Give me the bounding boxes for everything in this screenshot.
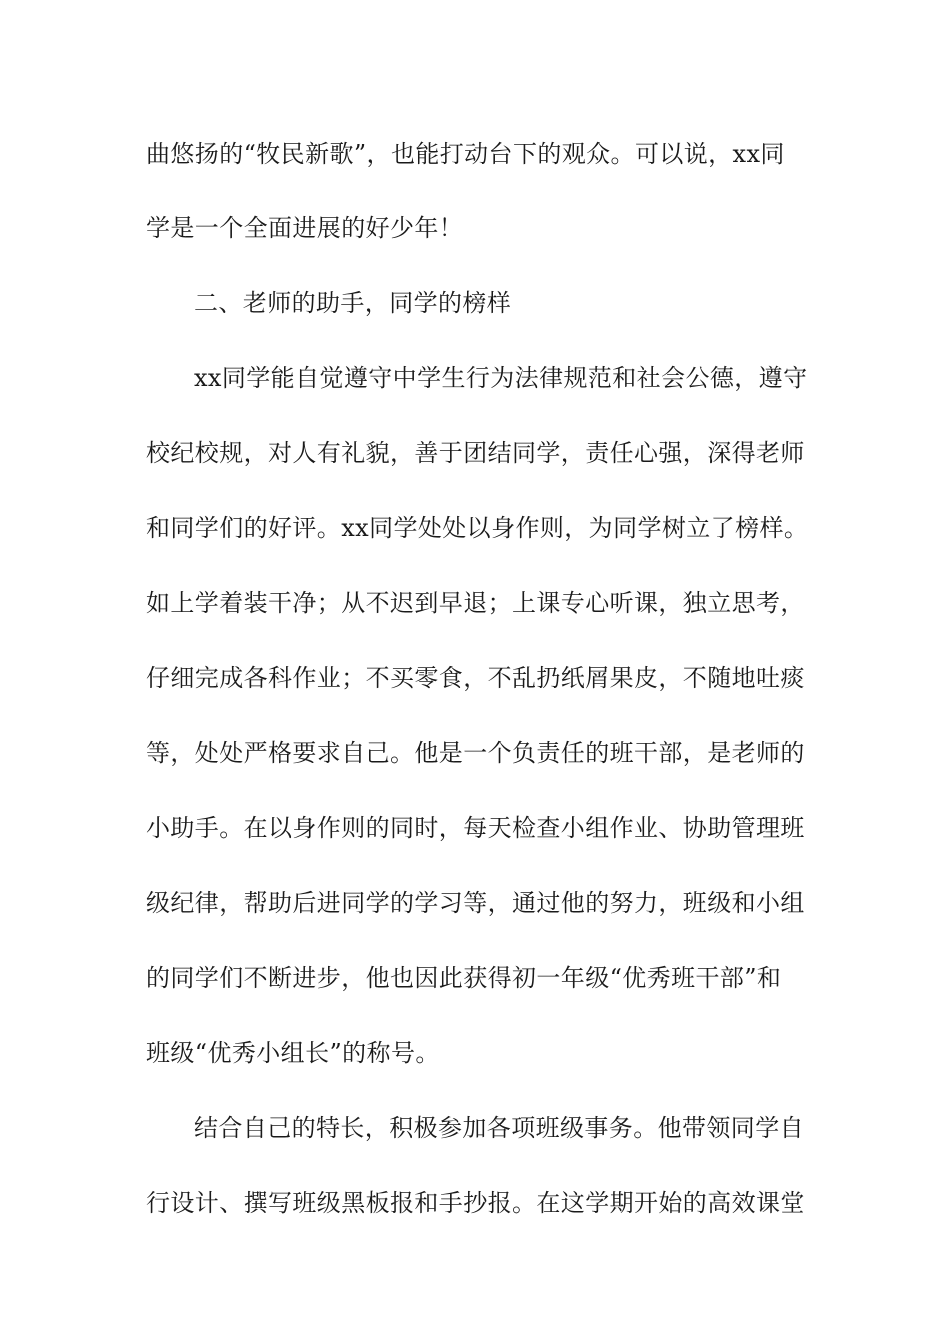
paragraph-line: xx同学能自觉遵守中学生行为法律规范和社会公德，遵守 xyxy=(194,364,808,392)
paragraph-line: 小助手。在以身作则的同时，每天检查小组作业、协助管理班 xyxy=(146,814,805,842)
paragraph-line: 行设计、撰写班级黑板报和手抄报。在这学期开始的高效课堂 xyxy=(146,1189,805,1217)
paragraph-line: 结合自己的特长，积极参加各项班级事务。他带领同学自 xyxy=(194,1114,804,1142)
paragraph-line: 等，处处严格要求自己。他是一个负责任的班干部，是老师的 xyxy=(146,739,805,767)
paragraph-line: 和同学们的好评。xx同学处处以身作则，为同学树立了榜样。 xyxy=(146,514,809,542)
paragraph-line: 如上学着装干净；从不迟到早退；上课专心听课，独立思考， xyxy=(146,589,805,617)
paragraph-line: 校纪校规，对人有礼貌，善于团结同学，责任心强，深得老师 xyxy=(146,439,805,467)
paragraph-line: 的同学们不断进步，他也因此获得初一年级“优秀班干部”和 xyxy=(146,964,782,992)
paragraph-line: 曲悠扬的“牧民新歌”，也能打动台下的观众。可以说，xx同 xyxy=(146,140,785,168)
paragraph-line: 仔细完成各科作业；不买零食，不乱扔纸屑果皮，不随地吐痰 xyxy=(146,664,805,692)
paragraph-line: 级纪律，帮助后进同学的学习等，通过他的努力，班级和小组 xyxy=(146,889,805,917)
paragraph-line: 学是一个全面进展的好少年！ xyxy=(146,214,464,242)
paragraph-line: 班级“优秀小组长”的称号。 xyxy=(146,1039,440,1067)
section-heading: 二、老师的助手，同学的榜样 xyxy=(194,289,512,317)
